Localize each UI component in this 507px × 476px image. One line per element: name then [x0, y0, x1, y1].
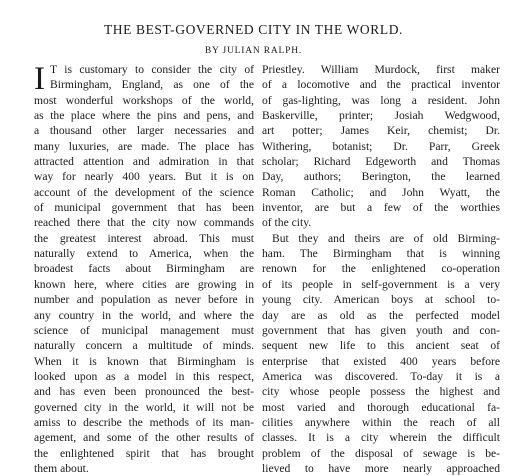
text-line: government that has given youth and con- — [262, 323, 500, 337]
text-line: of gas-lighting, was long a resident. John — [262, 93, 500, 107]
drop-cap: I — [34, 61, 45, 97]
text-line: inventor, are but a few of the worthies — [262, 201, 500, 215]
text-line: and has even been pronounced the best- — [34, 385, 254, 399]
article-byline: BY JULIAN RALPH. — [204, 46, 303, 56]
text-line: problem of the disposal of sewage is be- — [262, 446, 500, 460]
text-line: the greatest interest abroad. This must — [34, 231, 254, 245]
left-column — [34, 62, 254, 476]
text-line: ham. The Birmingham that is winning — [262, 247, 500, 261]
text-line: But they and theirs are of old Birming- — [272, 231, 500, 245]
text-line: Birmingham, England, as one of the — [50, 78, 254, 92]
text-line: city whose people possess the highest and — [262, 385, 500, 399]
text-line: T is customary to consider the city of — [50, 63, 254, 76]
text-line: America was discovered. To-day it is a — [262, 369, 500, 383]
text-line: most varied and thorough educational fa- — [262, 400, 500, 414]
text-line: of the city. — [262, 216, 312, 230]
text-line: Baskerville, printer; Josiah Wedgwood, — [262, 109, 500, 123]
text-line: agement, and some of the other results of — [34, 431, 254, 445]
text-line: reached there that the city now commands — [34, 216, 254, 230]
text-line: a thousand other larger necessaries and — [34, 124, 254, 138]
text-line: Roman Catholic; and John Wyatt, the — [262, 185, 500, 199]
text-line: classes. It is a city wherein the difficult — [262, 431, 500, 445]
text-line: as the place where the pins and pens, and — [34, 109, 254, 123]
text-line: Withering, botanist; Dr. Parr, Greek — [262, 139, 500, 153]
text-line: many luxuries, are made. The place has — [34, 139, 254, 153]
text-line: most wonderful workshops of the world, — [34, 93, 254, 107]
text-line: art potter; James Keir, chemist; Dr. — [262, 124, 500, 138]
text-line: attracted attention and admiration in that — [34, 155, 254, 169]
text-line: the enlightened spirit that has brought — [34, 446, 254, 460]
text-line: Priestley. William Murdock, first maker — [262, 63, 500, 76]
text-line: naturally extend to America, when the — [34, 247, 254, 261]
text-line: young city. American boys at school to- — [262, 293, 500, 307]
text-line: sequent new life to this ancient seat of — [262, 339, 500, 353]
text-line: broadest facts about Birmingham are — [34, 262, 254, 276]
text-line: of its people in self-government is a very — [262, 277, 500, 291]
text-line: account of the development of the science — [34, 185, 254, 199]
right-column — [262, 62, 500, 476]
text-line: them about. — [34, 461, 89, 475]
text-line: any country in the world, and where the — [34, 308, 254, 322]
text-line: looked upon as a model in this respect, — [34, 369, 254, 383]
text-line: naturally concern a multitude of minds. — [34, 339, 254, 353]
text-line: way for nearly 400 years. But it is on — [34, 170, 254, 184]
text-line: Day, authors; Berington, the learned — [262, 170, 500, 184]
text-line: enterprise that existed 400 years before — [262, 354, 500, 368]
text-line: lieved to have more nearly approached — [262, 461, 500, 475]
article-title: THE BEST-GOVERNED CITY IN THE WORLD. — [103, 22, 404, 37]
text-line: day are as old as the perfected model — [262, 308, 500, 322]
text-line: known here, where cities are growing in — [34, 277, 254, 291]
text-line: science of municipal management must — [34, 323, 254, 337]
text-line: of a locomotive and the practical inventor — [262, 78, 500, 92]
text-line: When it is known that Birmingham is — [34, 354, 254, 368]
text-line: number and population as never before in — [34, 293, 254, 307]
text-line: cilities anywhere within the reach of all — [262, 415, 500, 429]
text-line: renown for the enlightened co-operation — [262, 262, 500, 276]
text-line: amiss to describe the methods of its man- — [34, 415, 254, 429]
text-line: scholar; Richard Edgeworth and Thomas — [262, 155, 500, 169]
text-line: of municipal government that has been — [34, 201, 254, 215]
text-line: governed city in the world, it will not be — [34, 400, 254, 414]
